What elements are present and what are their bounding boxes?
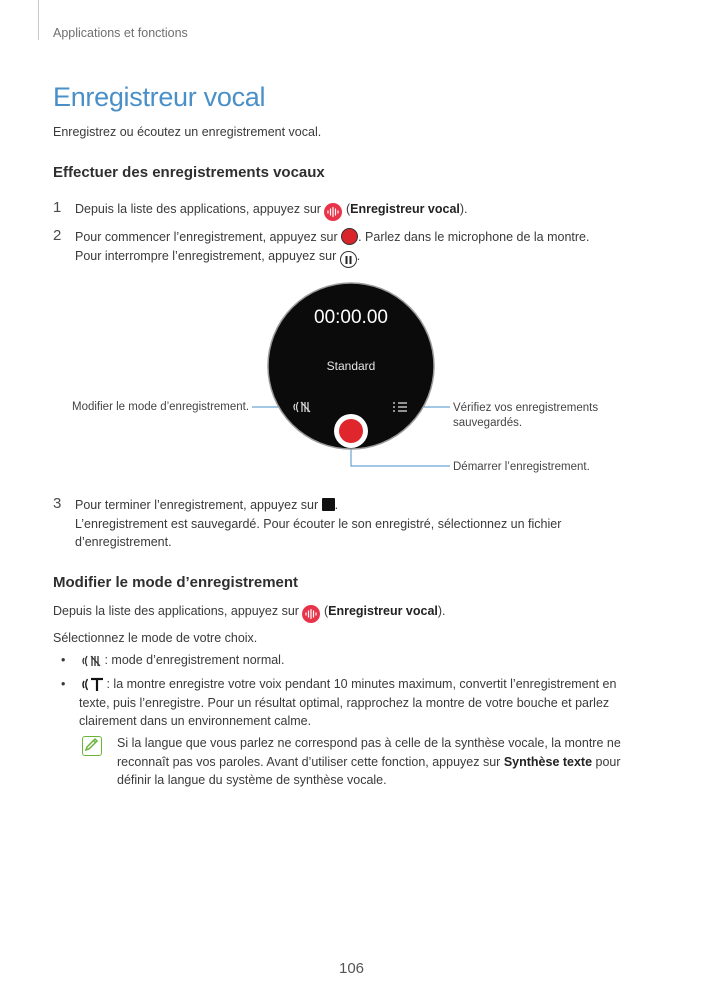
record-icon	[341, 228, 358, 245]
pause-icon	[340, 251, 357, 268]
stop-icon	[322, 498, 335, 511]
intro-text: Enregistrez ou écoutez un enregistrement vocal.	[53, 125, 322, 139]
standard-mode-icon	[81, 654, 103, 668]
step-1-text: Depuis la liste des applications, appuyez sur (Enregistreur vocal).	[75, 200, 468, 221]
callout-list: Vérifiez vos enregistrements sauvegardés.	[453, 402, 599, 429]
bullet-speech-to-text: • : la montre enregistre votre voix pendant 10 minutes maximum, convertit l’enregistrement en texte, puis l’enregistre. Pour un résultat optimal, rapprochez la montre de votre bouche et parlez clairement dans un environnement calme.	[61, 677, 617, 728]
watch-record-button	[339, 419, 363, 443]
watch-timer: 00:00.00	[314, 307, 388, 328]
callout-line-record	[351, 448, 450, 466]
step-2-number: 2	[53, 227, 62, 244]
page-title: Enregistreur vocal	[53, 82, 266, 112]
section-label: Applications et fonctions	[53, 26, 188, 40]
step-2-text: Pour commencer l’enregistrement, appuyez sur . Parlez dans le microphone de la montre. Pour interrompre l’enregistrement, appuyez sur .	[75, 228, 589, 268]
voice-recorder-app-icon	[324, 203, 342, 221]
watch-mode-label: Standard	[326, 359, 376, 373]
section-heading-record: Effectuer des enregistrements vocaux	[53, 164, 325, 181]
note-text: Si la langue que vous parlez ne correspond pas à celle de la synthèse vocale, la montre ne reconnaît pas vos paroles. Avant d’utiliser cette fonction, appuyez sur Synthèse texte pour définir la langue du système de synthèse vocale.	[117, 736, 621, 787]
callout-record: Démarrer l’enregistrement.	[453, 461, 590, 473]
speech-to-text-icon	[81, 677, 105, 692]
watch-illustration	[0, 280, 703, 480]
step-1-number: 1	[53, 199, 62, 216]
page-number: 106	[338, 960, 365, 977]
note-icon	[82, 736, 102, 756]
step-3-text: Pour terminer l’enregistrement, appuyez sur . L’enregistrement est sauvegardé. Pour écouter le son enregistré, sélectionnez un fichier d’enregistrement.	[75, 498, 562, 549]
section-heading-mode: Modifier le mode d’enregistrement	[53, 574, 299, 591]
bullet-standard: • : mode d’enregistrement normal.	[61, 653, 285, 667]
header-rule	[38, 0, 39, 40]
step-3-number: 3	[53, 495, 62, 512]
voice-recorder-app-icon-2	[302, 605, 320, 623]
callout-mode: Modifier le mode d’enregistrement.	[72, 401, 250, 413]
mode-instructions: Depuis la liste des applications, appuyez sur (Enregistreur vocal). Sélectionnez le mode de votre choix.	[53, 604, 446, 645]
